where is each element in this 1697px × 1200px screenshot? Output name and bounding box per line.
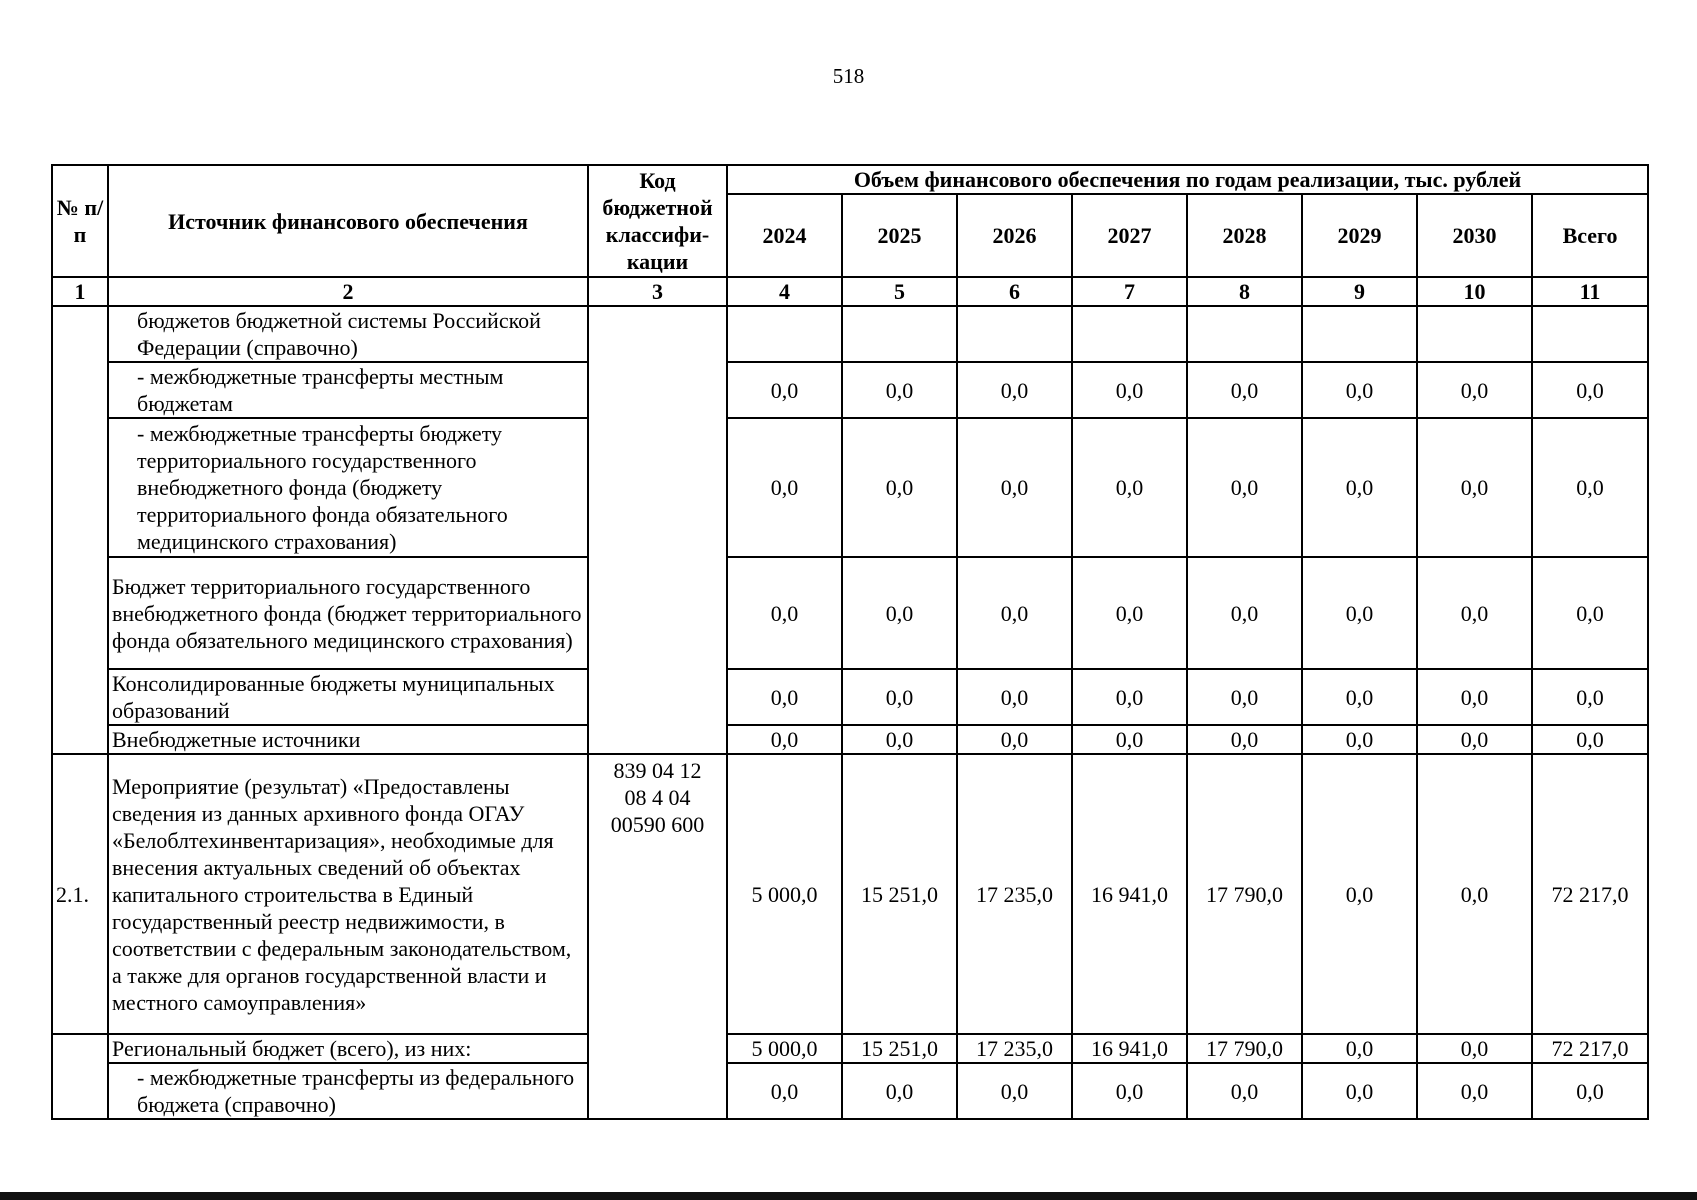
value-cell: 0,0 <box>842 1063 957 1119</box>
table-row <box>52 1063 1648 1119</box>
value-cell: 0,0 <box>1072 725 1187 754</box>
value-cell: 0,0 <box>842 725 957 754</box>
total-cell: 0,0 <box>1532 725 1648 754</box>
table-row <box>52 418 1648 557</box>
value-cell: 0,0 <box>1302 1034 1417 1063</box>
scan-edge-bar <box>0 1192 1697 1200</box>
table-row <box>52 362 1648 418</box>
header-year: 2029 <box>1302 194 1417 277</box>
total-cell <box>1532 306 1648 362</box>
total-cell: 0,0 <box>1532 418 1648 557</box>
table-row <box>52 306 1648 362</box>
column-number: 1 <box>52 277 108 306</box>
table-row <box>52 754 1648 1034</box>
column-number: 5 <box>842 277 957 306</box>
value-cell: 0,0 <box>727 362 842 418</box>
budget-code: 839 04 12 08 4 04 00590 600 <box>610 758 705 837</box>
source-cell: Внебюджетные источники <box>108 725 588 754</box>
row-number <box>52 1034 108 1119</box>
value-cell: 0,0 <box>727 557 842 669</box>
total-cell: 0,0 <box>1532 362 1648 418</box>
value-cell: 5 000,0 <box>727 754 842 1034</box>
value-cell: 0,0 <box>1187 1063 1302 1119</box>
value-cell: 0,0 <box>727 669 842 725</box>
table-row <box>52 1034 1648 1063</box>
value-cell: 0,0 <box>1417 1034 1532 1063</box>
value-cell: 0,0 <box>727 725 842 754</box>
value-cell <box>842 306 957 362</box>
value-cell: 0,0 <box>842 362 957 418</box>
value-cell <box>1417 306 1532 362</box>
value-cell: 16 941,0 <box>1072 1034 1187 1063</box>
value-cell: 0,0 <box>842 557 957 669</box>
code-cell <box>588 754 727 1119</box>
source-cell: - межбюджетные трансферты местным бюджетам <box>108 362 588 418</box>
value-cell: 0,0 <box>842 418 957 557</box>
value-cell: 0,0 <box>957 669 1072 725</box>
value-cell: 0,0 <box>727 1063 842 1119</box>
value-cell <box>1072 306 1187 362</box>
value-cell: 0,0 <box>957 418 1072 557</box>
source-cell: Мероприятие (результат) «Предоставлены сведения из данных архивного фонда ОГАУ «Белоблтехинвентаризация», необходимые для внесения актуальных сведений об объектах капитального строительства в Единый государственный реестр недвижимости, в соответствии с федеральным законодательством, а также для органов государственной власти и местного самоуправления» <box>108 754 588 1034</box>
value-cell: 0,0 <box>1417 669 1532 725</box>
table-row <box>52 725 1648 754</box>
value-cell: 0,0 <box>1302 557 1417 669</box>
total-cell: 72 217,0 <box>1532 1034 1648 1063</box>
value-cell: 15 251,0 <box>842 1034 957 1063</box>
header-year: 2030 <box>1417 194 1532 277</box>
header-year: 2028 <box>1187 194 1302 277</box>
value-cell: 0,0 <box>1302 725 1417 754</box>
value-cell: 0,0 <box>957 1063 1072 1119</box>
source-cell: Консолидированные бюджеты муниципальных образований <box>108 669 588 725</box>
value-cell: 0,0 <box>957 725 1072 754</box>
value-cell: 0,0 <box>957 362 1072 418</box>
column-number: 11 <box>1532 277 1648 306</box>
total-cell: 0,0 <box>1532 669 1648 725</box>
code-cell <box>588 306 727 754</box>
source-cell: Бюджет территориального государственного внебюджетного фонда (бюджет территориального фонда обязательного медицинского страхования) <box>108 557 588 669</box>
header-source: Источник финансового обеспечения <box>108 165 588 277</box>
value-cell: 0,0 <box>1187 669 1302 725</box>
column-number: 6 <box>957 277 1072 306</box>
value-cell: 17 790,0 <box>1187 1034 1302 1063</box>
value-cell: 0,0 <box>1302 754 1417 1034</box>
value-cell: 17 790,0 <box>1187 754 1302 1034</box>
value-cell: 15 251,0 <box>842 754 957 1034</box>
value-cell: 0,0 <box>727 418 842 557</box>
source-cell: Региональный бюджет (всего), из них: <box>108 1034 588 1063</box>
value-cell <box>957 306 1072 362</box>
value-cell: 0,0 <box>1417 362 1532 418</box>
total-cell: 0,0 <box>1532 1063 1648 1119</box>
column-number: 2 <box>108 277 588 306</box>
value-cell: 0,0 <box>1417 557 1532 669</box>
column-number: 4 <box>727 277 842 306</box>
header-year: 2027 <box>1072 194 1187 277</box>
value-cell: 0,0 <box>1187 557 1302 669</box>
value-cell <box>1187 306 1302 362</box>
column-number: 8 <box>1187 277 1302 306</box>
header-volume: Объем финансового обеспечения по годам реализации, тыс. рублей <box>727 165 1648 194</box>
header-year: 2025 <box>842 194 957 277</box>
total-cell: 0,0 <box>1532 557 1648 669</box>
header-num: № п/п <box>52 165 108 277</box>
value-cell: 0,0 <box>1072 418 1187 557</box>
value-cell: 0,0 <box>957 557 1072 669</box>
value-cell: 17 235,0 <box>957 754 1072 1034</box>
value-cell: 0,0 <box>1187 362 1302 418</box>
column-number: 3 <box>588 277 727 306</box>
row-number: 2.1. <box>52 754 108 1034</box>
column-number: 7 <box>1072 277 1187 306</box>
table-row <box>52 669 1648 725</box>
page-number: 518 <box>832 64 865 88</box>
header-year: 2026 <box>957 194 1072 277</box>
source-cell: - межбюджетные трансферты из федерального бюджета (справочно) <box>108 1063 588 1119</box>
value-cell: 0,0 <box>1072 362 1187 418</box>
source-cell: бюджетов бюджетной системы Российской Федерации (справочно) <box>108 306 588 362</box>
value-cell: 0,0 <box>1187 418 1302 557</box>
row-number <box>52 306 108 754</box>
value-cell: 0,0 <box>1072 669 1187 725</box>
financing-table <box>51 164 1649 1120</box>
header-year: 2024 <box>727 194 842 277</box>
column-number: 9 <box>1302 277 1417 306</box>
value-cell: 0,0 <box>842 669 957 725</box>
value-cell: 0,0 <box>1187 725 1302 754</box>
column-number: 10 <box>1417 277 1532 306</box>
header-code: Код бюджетной классифи-кации <box>588 165 727 277</box>
value-cell: 0,0 <box>1302 362 1417 418</box>
value-cell: 0,0 <box>1302 1063 1417 1119</box>
value-cell: 0,0 <box>1072 1063 1187 1119</box>
header-total: Всего <box>1532 194 1648 277</box>
value-cell: 0,0 <box>1302 669 1417 725</box>
source-cell: - межбюджетные трансферты бюджету территориального государственного внебюджетного фонда (бюджету территориального фонда обязательного медицинского страхования) <box>108 418 588 557</box>
table-row <box>52 557 1648 669</box>
total-cell: 72 217,0 <box>1532 754 1648 1034</box>
value-cell <box>1302 306 1417 362</box>
column-numbers-row <box>52 277 1648 306</box>
value-cell: 0,0 <box>1417 418 1532 557</box>
value-cell: 0,0 <box>1417 754 1532 1034</box>
value-cell: 0,0 <box>1302 418 1417 557</box>
value-cell: 0,0 <box>1417 1063 1532 1119</box>
value-cell: 0,0 <box>1072 557 1187 669</box>
value-cell: 16 941,0 <box>1072 754 1187 1034</box>
value-cell: 5 000,0 <box>727 1034 842 1063</box>
value-cell <box>727 306 842 362</box>
value-cell: 0,0 <box>1417 725 1532 754</box>
value-cell: 17 235,0 <box>957 1034 1072 1063</box>
